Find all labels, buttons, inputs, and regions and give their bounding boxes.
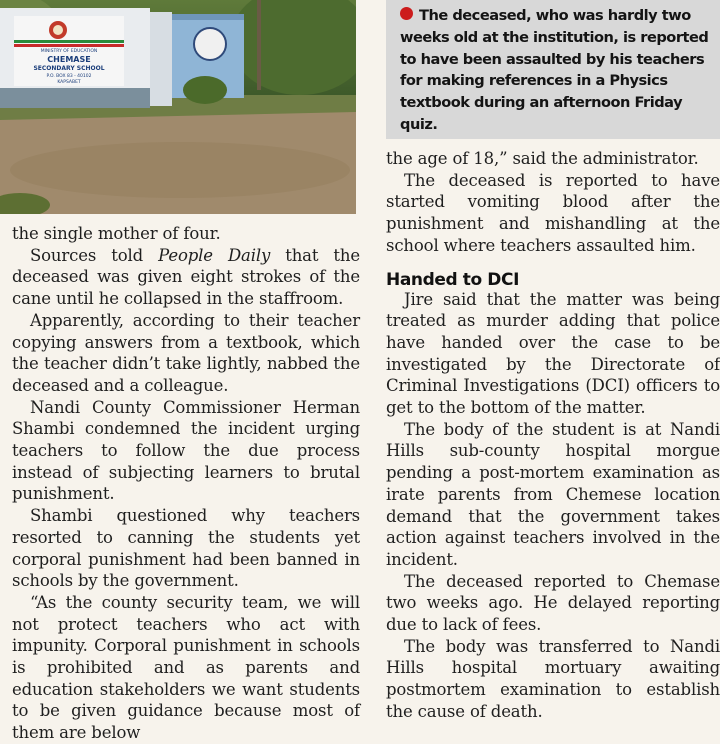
left-para-5: Shambi questioned why teachers resorted to canning the students yet corporal punishment had been banned in schools by the government. bbox=[12, 506, 360, 591]
pull-quote-box bbox=[386, 0, 720, 139]
left-para-2-b: that the deceased was given eight strokes of the cane until he collapsed in the staffroom. bbox=[12, 245, 360, 309]
sign-line-3: SECONDARY SCHOOL bbox=[33, 65, 105, 72]
left-para-2 bbox=[12, 245, 360, 310]
right-para-6: The body was transferred to Nandi Hills hospital mortuary awaiting postmortem examination to establish the cause of death. bbox=[386, 636, 720, 721]
left-para-1: the single mother of four. bbox=[12, 224, 221, 243]
sign-line-5: KAPSABET bbox=[57, 80, 81, 85]
publication-name: People Daily bbox=[158, 245, 271, 265]
sign-line-2: CHEMASE bbox=[47, 55, 91, 64]
left-para-3: Apparently, according to their teacher copying answers from a textbook, which the teacher didn’t take lightly, nabbed the deceased and a colleague. bbox=[12, 310, 360, 395]
left-column bbox=[12, 223, 360, 744]
sign-line-4: P.O. BOX 83 - 40102 bbox=[46, 74, 92, 79]
right-para-2: The deceased is reported to have started vomiting blood after the punishment and mishandling at the school where teachers assaulted him. bbox=[386, 170, 720, 255]
left-para-2-a: Sources told bbox=[30, 245, 159, 265]
right-para-1: the age of 18,” said the administrator. bbox=[386, 149, 699, 168]
right-para-4: The body of the student is at Nandi Hills sub-county hospital morgue pending a post-mortem examination as irate parents from Chemese location demand that the government takes action against teachers involved in the incident. bbox=[386, 419, 720, 569]
subheading: Handed to DCI bbox=[386, 269, 520, 290]
right-para-3: Jire said that the matter was being treated as murder adding that police have handed over the case to be investigated by the Directorate of Criminal Investigations (DCI) officers to get to the bottom of the matter. bbox=[386, 289, 720, 418]
right-column bbox=[386, 148, 720, 723]
pull-quote-text: The deceased, who was hardly two weeks old at the institution, is reported to have been assaulted by his teachers for making references in a Physics textbook during an afternoon Friday quiz. bbox=[400, 7, 709, 133]
left-para-6: “As the county security team, we will not protect teachers who act with impunity. Corporal punishment in schools is prohibited and as parents and education stakeholders we want students to be given guidance because most of them are below bbox=[12, 592, 360, 743]
school-gate-photo bbox=[0, 0, 356, 214]
sign-line-1: MINISTRY OF EDUCATION bbox=[40, 49, 98, 54]
left-para-4: Nandi County Commissioner Herman Shambi condemned the incident urging teachers to follow the due process instead of subjecting learners to brutal punishment. bbox=[12, 397, 360, 504]
red-bullet-icon bbox=[400, 7, 413, 20]
right-para-5: The deceased reported to Chemase two weeks ago. He delayed reporting due to lack of fees. bbox=[386, 571, 720, 635]
